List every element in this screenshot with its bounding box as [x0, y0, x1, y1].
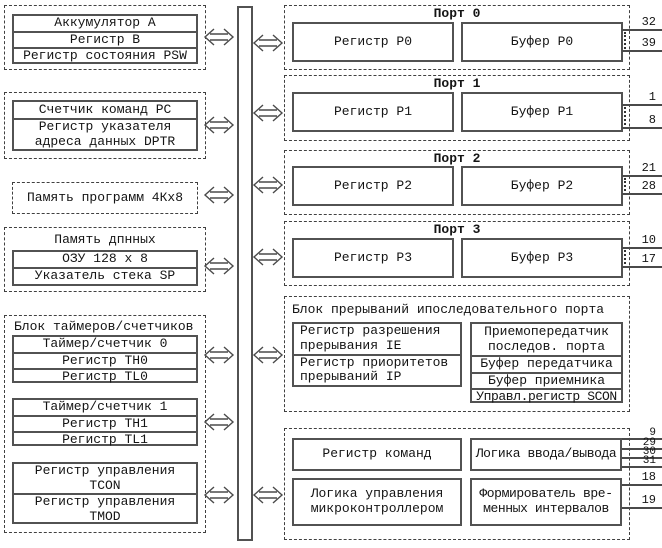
ie-line1: Регистр разрешения [300, 323, 441, 339]
interrupt-serial-title: Блок прерываний ипоследовательного порта [292, 302, 605, 317]
dptr-row [14, 118, 196, 149]
timing-pin-number-19: 19 [641, 493, 656, 507]
mcu-control-logic-box [292, 478, 462, 526]
system-bus [237, 6, 253, 541]
data-memory-box [12, 250, 198, 286]
sp-row: Указатель стека SP [14, 267, 196, 284]
port-2-buffer-box [461, 166, 623, 206]
tcon-row [14, 464, 196, 493]
command-register-box [292, 438, 462, 471]
bus-arrow [202, 184, 236, 206]
scon-row: Управл.регистр SCON [472, 388, 621, 405]
io-logic-label: Логика ввода/вывода [475, 446, 617, 462]
tmod-line1: Регистр управления [34, 494, 176, 510]
program-memory-block [12, 182, 198, 214]
bus-arrow [202, 255, 236, 277]
port-2-title: Порт 2 [433, 150, 481, 166]
timing-unit-box [470, 478, 622, 526]
tcon-line2: TCON [89, 477, 121, 493]
tcon-line1: Регистр управления [34, 463, 176, 478]
dptr-line2: адреса данных DPTR [34, 133, 176, 149]
io-pin-number-29: 29 [642, 437, 656, 449]
timing-unit-line2: менных интервалов [483, 501, 609, 516]
port-1-pin-ellipsis [624, 107, 626, 125]
port-3-register-box [292, 238, 454, 278]
port-1-buffer-box [461, 92, 623, 132]
mcu-logic-line1: Логика управления [310, 486, 444, 502]
port-0-register-label: Регистр P0 [333, 33, 412, 49]
bus-arrow [202, 484, 236, 506]
io-logic-box [470, 438, 622, 471]
accumulator-box [12, 14, 198, 64]
port-2-register-label: Регистр P2 [333, 177, 412, 193]
bus-arrow [252, 174, 284, 196]
timing-pin-number-18: 18 [641, 470, 656, 484]
bus-arrow [202, 411, 236, 433]
port-0-buffer-box [461, 22, 623, 62]
transceiver-line1: Приемопередатчик [484, 323, 609, 339]
ie-row [294, 324, 460, 354]
bus-arrow [252, 246, 284, 268]
port-0-title: Порт 0 [433, 5, 481, 21]
port-1-title: Порт 1 [433, 75, 481, 91]
port-3-pin-number-1: 10 [641, 233, 656, 247]
port-1-pin-number-2: 8 [648, 113, 656, 127]
tl0-row: Регистр TL0 [14, 368, 196, 385]
port-2-pin-ellipsis [624, 178, 626, 191]
bus-arrow [202, 344, 236, 366]
pc-row: Счетчик команд PC [38, 101, 172, 117]
io-pin-number-31: 31 [642, 455, 656, 467]
mcu-logic-line2: микроконтроллером [310, 501, 444, 516]
port-2-pin-number-2: 28 [641, 179, 656, 193]
tmod-line2: TMOD [89, 508, 121, 524]
bus-arrow [202, 26, 236, 48]
interrupt-registers-box [292, 322, 462, 387]
register-b-row: Регистр В [14, 31, 196, 48]
psw-row: Регистр состояния PSW [14, 47, 196, 64]
port-0-buffer-label: Буфер P0 [510, 33, 574, 49]
bus-arrow [252, 484, 284, 506]
tx-buffer-row: Буфер передатчика [472, 355, 621, 372]
port-0-pin-number-1: 32 [641, 15, 656, 29]
port-0-pin-ellipsis [624, 32, 626, 49]
rx-buffer-row: Буфер приемника [472, 372, 621, 389]
port-2-buffer-label: Буфер P2 [510, 177, 574, 193]
transceiver-line2: последов. порта [487, 338, 606, 354]
io-pin-number-30: 30 [642, 446, 656, 458]
port-1-register-box [292, 92, 454, 132]
program-memory-label: Память программ 4Кх8 [26, 189, 184, 205]
data-memory-title: Память дпнных [54, 231, 156, 247]
port-3-buffer-label: Буфер P3 [510, 249, 574, 265]
bus-arrow [252, 32, 284, 54]
timer1-row: Таймер/счетчик 1 [42, 399, 168, 414]
dptr-line1: Регистр указателя [38, 119, 172, 134]
tmod-row [14, 493, 196, 524]
port-3-register-label: Регистр P3 [333, 249, 412, 265]
serial-port-box [470, 322, 623, 403]
ram-row: ОЗУ 128 x 8 [62, 251, 148, 267]
port-3-buffer-box [461, 238, 623, 278]
command-register-label: Регистр команд [322, 446, 432, 462]
timing-unit-label [472, 480, 620, 524]
th1-row: Регистр TH1 [14, 415, 196, 432]
io-pin-number-9: 9 [649, 427, 656, 439]
ie-line2: прерывания IE [300, 337, 402, 353]
timing-unit-line1: Формирователь вре- [479, 486, 613, 502]
timer-control-box [12, 462, 198, 524]
port-0-register-box [292, 22, 454, 62]
bus-arrow [202, 114, 236, 136]
ip-row [294, 354, 460, 386]
ip-line2: прерываний IP [300, 369, 402, 385]
th0-row: Регистр TH0 [14, 352, 196, 369]
mcu-logic-label [294, 480, 460, 524]
timer1-box [12, 398, 198, 446]
port-0-pin-number-2: 39 [641, 36, 656, 50]
port-1-buffer-label: Буфер P1 [510, 103, 574, 119]
port-2-register-box [292, 166, 454, 206]
transceiver-row [472, 324, 621, 355]
port-2-pin-number-1: 21 [641, 161, 656, 175]
ip-line1: Регистр приоритетов [300, 354, 449, 370]
bus-arrow [252, 344, 284, 366]
port-1-register-label: Регистр P1 [333, 103, 412, 119]
port-3-pin-ellipsis [624, 250, 626, 264]
timer0-box [12, 335, 198, 383]
port-1-pin-number-1: 1 [648, 90, 656, 104]
accumulator-row: Аккумулятор А [54, 15, 156, 30]
port-3-pin-number-2: 17 [641, 252, 656, 266]
tl1-row: Регистр TL1 [14, 431, 196, 448]
timer-block-title: Блок таймеров/счетчиков [14, 319, 194, 334]
bus-arrow [252, 102, 284, 124]
port-3-title: Порт 3 [433, 221, 481, 237]
counter-box [12, 100, 198, 151]
timer0-row: Таймер/счетчик 0 [42, 336, 168, 351]
